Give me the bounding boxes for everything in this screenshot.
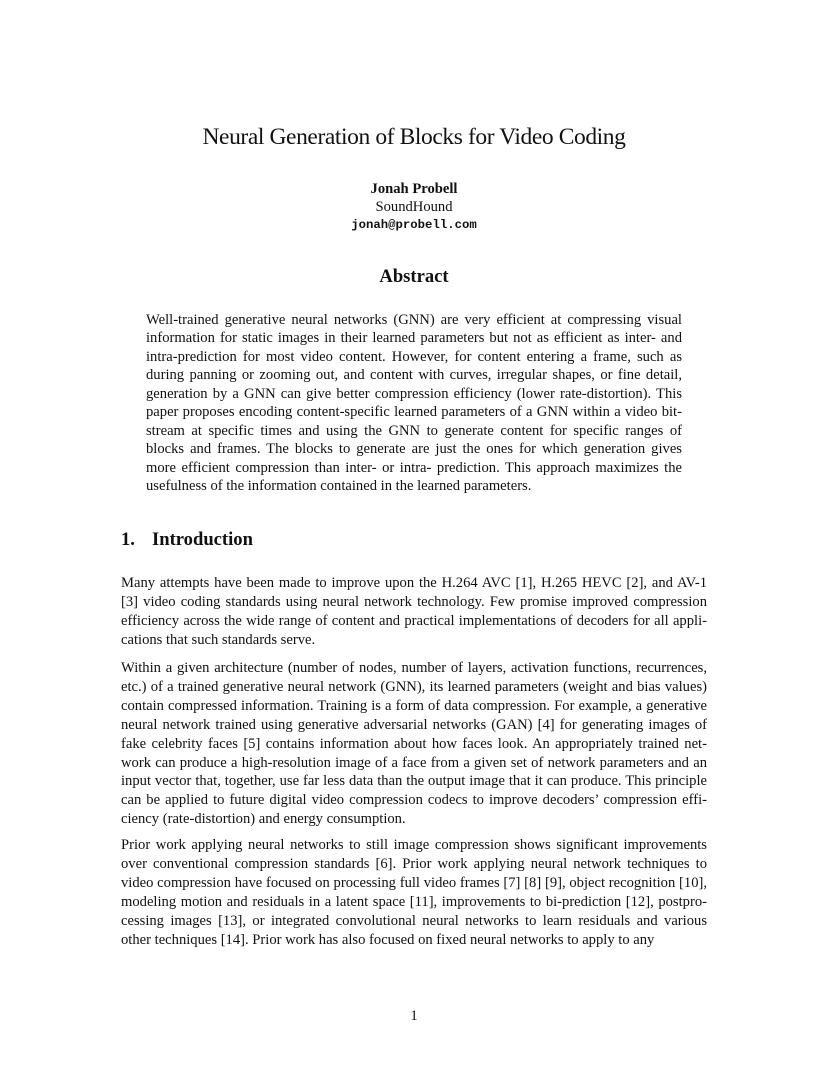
author-email: jonah@probell.com xyxy=(351,218,477,232)
abstract-heading: Abstract xyxy=(379,266,449,287)
author-block xyxy=(0,180,828,234)
author-affiliation: SoundHound xyxy=(375,199,453,215)
intro-paragraph: Prior work applying neural networks to still image compression shows significant improvements over conventional compression standards [6]. Prior work applying neural network techniques to video compression have focused on processing full video frames [7] [8] [9], object recognition [10], modeling motion and residuals in a latent space [11], improvements to bi-prediction [12], postprocessing images [13], or integrated convolutional neural networks to learn residuals and various other techniques [14]. Prior work has also focused on fixed neural networks to apply to any xyxy=(121,837,707,948)
abstract-text: Well-trained generative neural networks (GNN) are very efficient at compressing visual information for static images in their learned parameters but not as efficient as inter- and intra-prediction for most video content. However, for content entering a frame, such as during panning or zooming out, and content with curves, irregular shapes, or fine detail, generation by a GNN can give better compression efficiency (lower rate-distortion). This paper proposes encoding content-specific learned parameters of a GNN within a video bitstream at specific times and using the GNN to generate content for specific ranges of blocks and frames. The blocks to generate are just the ones for which generation gives more efficient compression than inter- or intra- prediction. This approach maximizes the usefulness of the information contained in the learned parameters. xyxy=(146,312,682,495)
section-title: Introduction xyxy=(152,529,253,550)
section-heading xyxy=(121,527,253,553)
section-number: 1. xyxy=(121,529,135,550)
paper-title: Neural Generation of Blocks for Video Coding xyxy=(202,124,626,150)
page-number: 1 xyxy=(410,1008,418,1024)
author-name: Jonah Probell xyxy=(370,181,458,197)
intro-paragraph: Within a given architecture (number of nodes, number of layers, activation functions, recurrences, etc.) of a trained generative neural network (GNN), its learned parameters (weight and bias values) contain compressed information. Training is a form of data compression. For example, a generative neural network trained using generative adversarial networks (GAN) [4] for generating images of fake celebrity faces [5] contains information about how faces look. An appropriately trained network can produce a high-resolution image of a face from a given set of network parameters and an input vector that, together, use far less data than the output image that it can produce. This principle can be applied to future digital video compression codecs to improve decoders’ compression efficiency (rate-distortion) and energy consumption. xyxy=(121,660,707,828)
intro-paragraph: Many attempts have been made to improve upon the H.264 AVC [1], H.265 HEVC [2], and AV-1 [3] video coding standards using neural network technology. Few promise improved compression efficiency across the wide range of content and practical implementations of decoders for all applications that such standards serve. xyxy=(121,575,707,648)
